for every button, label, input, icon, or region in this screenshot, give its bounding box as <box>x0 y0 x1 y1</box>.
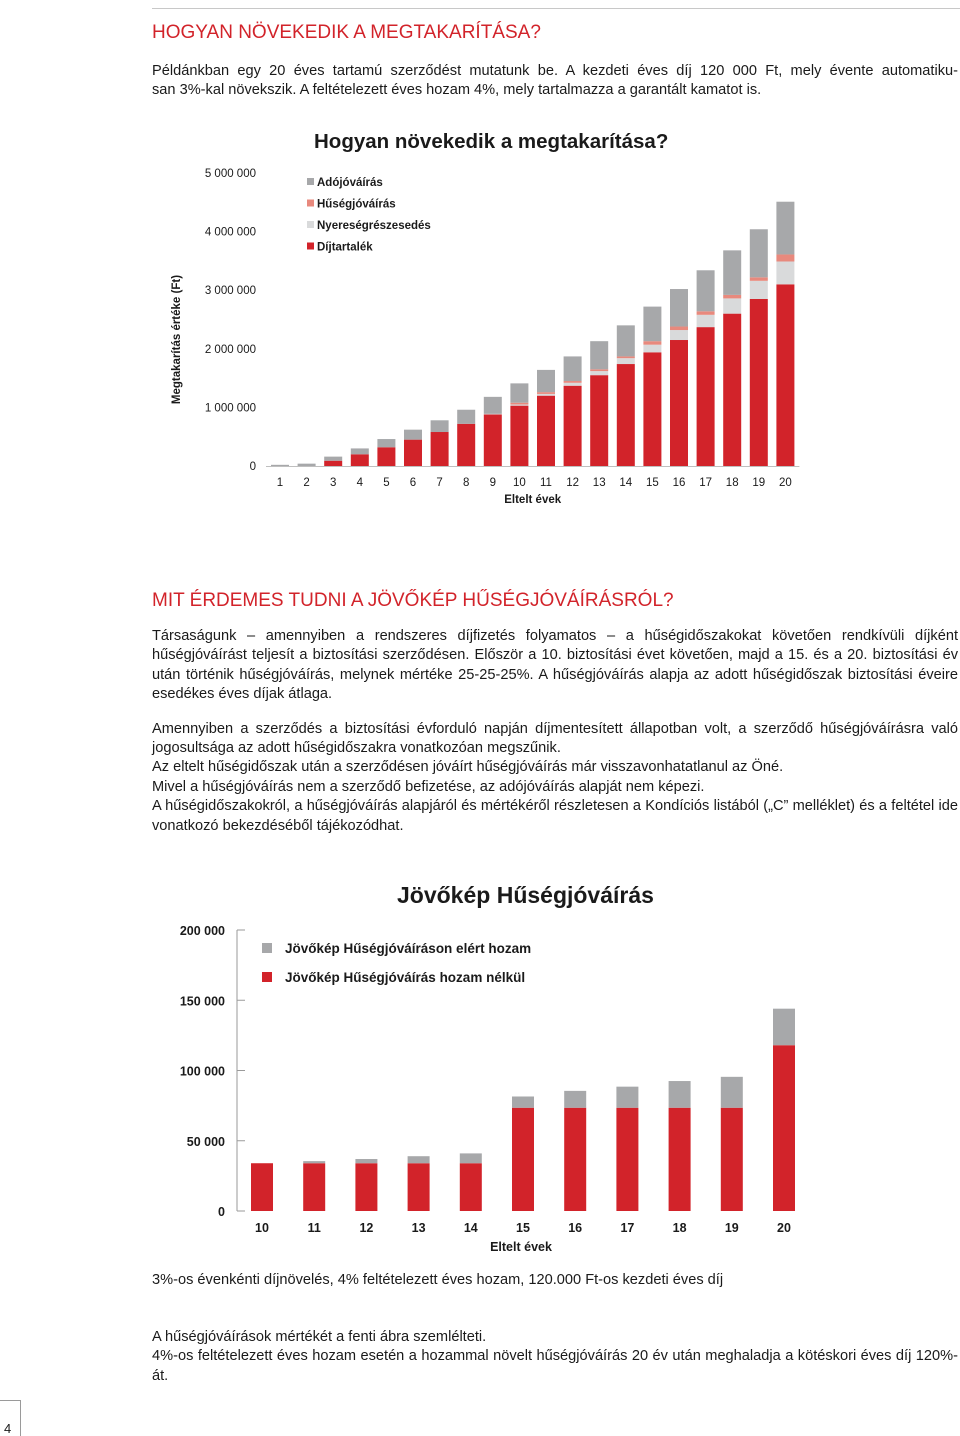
loyalty-paragraph-4: Mivel a hűségjóváírás nem a szerződő befizetése, az adójóváírás alapját nem képezi. <box>152 778 705 795</box>
chart2-bar-segment <box>460 1153 482 1163</box>
chart1-xtick-label: 13 <box>592 477 606 489</box>
loyalty-paragraph-1: Társaságunk – amennyiben a rendszeres díjfizetés folyamatos – a hűségidőszakokat követően rendkívüli díjként hűségjóváírást teljesít a biztosítási szerződésen. Először a 10. biztosítási évet követően, majd a 15. és a 20. biztosítási év után történik hűségjóváírás, melynek mértéke 25-25-25%. A hűségjóváírás alapja az adott hűségidőszak biztosítási éveire esedékes éves díjak átlaga. <box>152 628 958 703</box>
chart2-title: Jövőkép Hűségjóváírás <box>397 882 654 908</box>
section-heading-savings: HOGYAN NÖVEKEDIK A MEGTAKARÍTÁSA? <box>152 22 541 43</box>
chart1-ytick-label: 4 000 000 <box>204 226 256 239</box>
chart1-legend-label: Díjtartalék <box>317 241 373 254</box>
chart2-ytick-label: 100 000 <box>179 1064 225 1079</box>
chart1-legend-label: Adójóváírás <box>317 177 383 189</box>
chart2-bar-segment <box>460 1163 482 1211</box>
chart2-xtick-label: 11 <box>307 1221 321 1235</box>
chart1-legend-label: Nyereségrészesedés <box>317 220 431 232</box>
chart2-legend-label: Jövőkép Hűségjóváíráson elért hozam <box>285 941 532 956</box>
chart2-bar-segment <box>773 1009 795 1046</box>
chart1-xtick-label: 19 <box>752 477 766 489</box>
note-2: 4%-os feltételezett éves hozam esetén a hozammal növelt hűségjóváírás 20 év után meghaladja a kötéskori éves díj 120%-át. <box>152 1348 958 1384</box>
chart1-xtick-label: 12 <box>566 477 579 489</box>
chart2-bar-segment <box>251 1163 273 1211</box>
loyalty-paragraph-3: Az eltelt hűségidőszak után a szerződésen jóváírt hűségjóváírás már visszavonhatatlanul az Öné. <box>152 759 784 776</box>
chart2-bar-segment <box>355 1163 377 1211</box>
chart2-xtick-label: 15 <box>516 1221 530 1235</box>
chart1-xtick-label: 11 <box>540 477 552 489</box>
chart1-xtick-label: 7 <box>436 477 443 489</box>
chart2-bar-segment <box>408 1156 430 1163</box>
chart2-xtick-label: 20 <box>777 1221 791 1235</box>
chart2-xtick-label: 14 <box>463 1221 478 1235</box>
chart2-xtick-label: 18 <box>672 1221 687 1235</box>
chart1-ytick-label: 3 000 000 <box>204 285 256 298</box>
chart1-xtick-label: 5 <box>383 477 390 489</box>
chart2-bar-segment <box>303 1163 325 1211</box>
chart2-xtick-label: 19 <box>724 1221 739 1235</box>
chart1-ytick-label: 2 000 000 <box>204 343 256 356</box>
chart2-xlabel: Eltelt évek <box>490 1240 552 1254</box>
chart2-bar-segment <box>512 1096 534 1107</box>
chart1-xtick-label: 16 <box>672 477 686 489</box>
intro-line-1: Példánkban egy 20 éves tartamú szerződést mutatunk be. A kezdeti éves díj 120 000 Ft, mely évente automatiku- <box>152 63 958 79</box>
chart2-bar-segment <box>564 1091 586 1108</box>
chart2-ytick-label: 50 000 <box>186 1134 225 1149</box>
chart2-bar-segment <box>721 1108 743 1211</box>
chart2-bar-segment <box>408 1163 430 1211</box>
chart1-title: Hogyan növekedik a megtakarítása? <box>314 130 669 153</box>
loyalty-paragraph-2: Amennyiben a szerződés a biztosítási évforduló napján díjmentesített állapotban volt, a szerződő hűségjóváírásra való jogosultsága az adott hűségidőszakra vonatkozóan megszűnik. <box>152 720 958 757</box>
chart1-xtick-label: 15 <box>646 477 659 489</box>
chart1-xtick-label: 9 <box>489 477 497 489</box>
chart1-xtick-label: 8 <box>462 477 470 489</box>
chart1-xtick-label: 2 <box>303 477 310 489</box>
chart2-xtick-label: 10 <box>255 1221 269 1235</box>
page-corner-vrule <box>20 1400 21 1436</box>
chart2-bar-segment <box>616 1087 638 1108</box>
chart1-xtick-label: 20 <box>779 477 792 489</box>
chart2-legend-swatch <box>262 943 272 953</box>
chart1-ylabel: Megtakarítás értéke (Ft) <box>171 274 183 405</box>
page-corner-rule <box>0 1400 20 1401</box>
chart2-bar-segment <box>669 1081 691 1108</box>
chart1-xlabel: Eltelt évek <box>504 494 562 506</box>
page-number: 4 <box>4 1421 12 1436</box>
notes <box>152 1328 958 1386</box>
chart2-bar-segment <box>512 1108 534 1211</box>
chart2-ytick-label: 200 000 <box>179 924 225 938</box>
chart2-ytick-label: 0 <box>218 1205 225 1219</box>
chart1-ytick-label: 0 <box>249 461 256 473</box>
note-1: A hűségjóváírások mértékét a fenti ábra szemlélteti. <box>152 1329 487 1345</box>
chart2-legend-swatch <box>262 972 272 982</box>
chart2-xtick-label: 12 <box>359 1221 374 1235</box>
chart1-legend-label: Hűségjóváírás <box>317 198 396 211</box>
chart1-xtick-label: 4 <box>356 477 364 489</box>
loyalty-paragraph-5: A hűségidőszakokról, a hűségjóváírás alapjáról és mértékéről részletesen a Kondíciós listából („C” melléklet) és a feltétel ide vonatkozó bekezdéséből tájékozódhat. <box>152 798 958 834</box>
chart2-xtick-label: 17 <box>620 1221 635 1235</box>
chart1-ytick-label: 5 000 000 <box>204 168 256 180</box>
chart2-bar-segment <box>669 1108 691 1211</box>
chart2-caption: 3%-os évenkénti díjnövelés, 4% feltételezett éves hozam, 120.000 Ft-os kezdeti éves díj <box>152 1272 724 1288</box>
chart2-bar-segment <box>616 1108 638 1211</box>
chart1-xtick-label: 10 <box>513 477 526 489</box>
chart1-xtick-label: 14 <box>619 477 633 489</box>
intro-line-2: san 3%-kal növekszik. A feltételezett éves hozam 4%, mely tartalmazza a garantált kamatot is. <box>152 82 762 99</box>
chart2-bar-segment <box>721 1077 743 1108</box>
chart1-xtick-label: 17 <box>699 477 712 489</box>
chart1-xtick-label: 1 <box>276 477 284 489</box>
chart2-bar-segment <box>773 1045 795 1211</box>
chart1-xtick-label: 18 <box>725 477 739 489</box>
chart2-ytick-label: 150 000 <box>179 994 225 1009</box>
chart1-xtick-label: 3 <box>329 477 337 489</box>
chart2-xtick-label: 13 <box>411 1221 426 1235</box>
chart2-legend-label: Jövőkép Hűségjóváírás hozam nélkül <box>285 970 526 985</box>
chart2-xtick-label: 16 <box>568 1221 583 1235</box>
chart2-bar-segment <box>303 1161 325 1163</box>
chart1-ytick-label: 1 000 000 <box>204 402 256 415</box>
chart1-xtick-label: 6 <box>409 477 417 489</box>
chart2-bar-segment <box>355 1159 377 1163</box>
chart2-bar-segment <box>564 1108 586 1211</box>
section-heading-loyalty: MIT ÉRDEMES TUDNI A JÖVŐKÉP HŰSÉGJÓVÁÍRÁSRÓL? <box>152 590 674 611</box>
